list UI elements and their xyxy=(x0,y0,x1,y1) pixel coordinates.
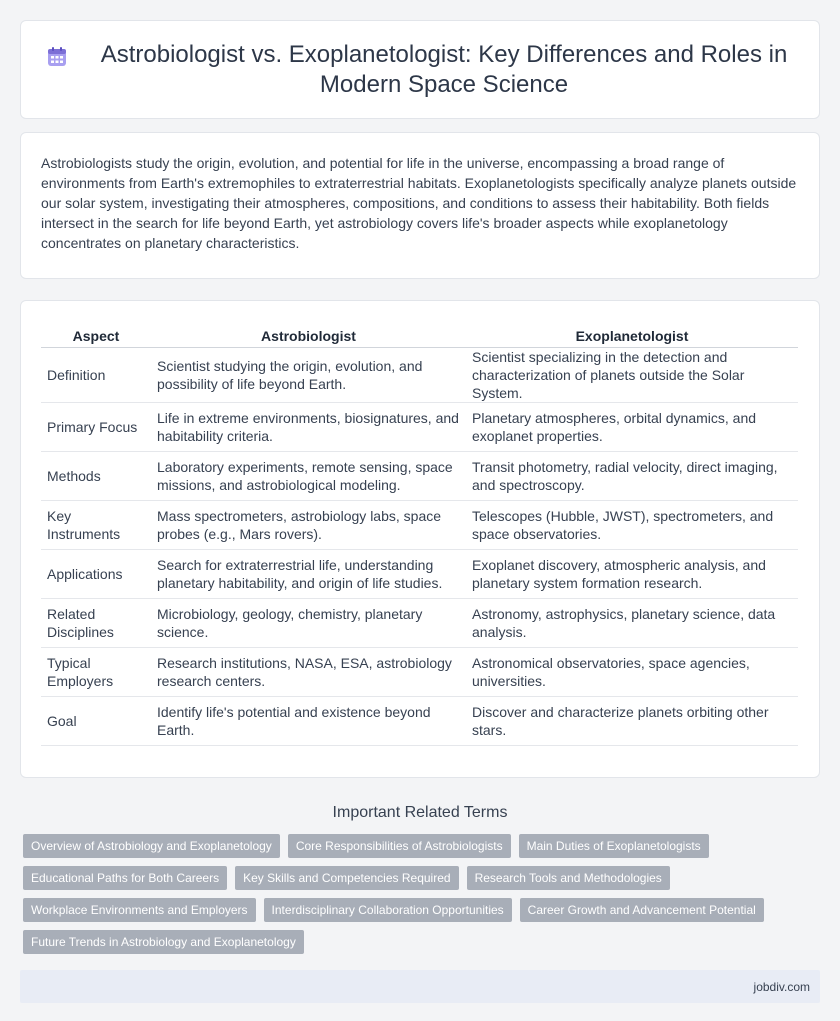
aspect-cell: Key Instruments xyxy=(41,500,151,549)
table-row xyxy=(41,598,798,647)
related-term-tag[interactable]: Interdisciplinary Collaboration Opportunities xyxy=(264,898,512,922)
related-term-tag[interactable]: Overview of Astrobiology and Exoplanetology xyxy=(23,834,280,858)
astrobiologist-cell: Mass spectrometers, astrobiology labs, space probes (e.g., Mars rovers). xyxy=(151,500,466,549)
aspect-cell: Definition xyxy=(41,347,151,402)
exoplanetologist-cell: Astronomy, astrophysics, planetary science, data analysis. xyxy=(466,598,798,647)
astrobiologist-cell: Laboratory experiments, remote sensing, space missions, and astrobiological modeling. xyxy=(151,451,466,500)
astrobiologist-cell: Search for extraterrestrial life, understanding planetary habitability, and origin of life studies. xyxy=(151,549,466,598)
footer xyxy=(20,970,820,1003)
related-term-tag[interactable]: Core Responsibilities of Astrobiologists xyxy=(288,834,511,858)
related-term-tag[interactable]: Research Tools and Methodologies xyxy=(467,866,670,890)
astrobiologist-cell: Research institutions, NASA, ESA, astrobiology research centers. xyxy=(151,647,466,696)
related-term-tag[interactable]: Main Duties of Exoplanetologists xyxy=(519,834,709,858)
exoplanetologist-cell: Scientist specializing in the detection and characterization of planets outside the Solar System. xyxy=(466,347,798,402)
table-header-row xyxy=(41,321,798,347)
header-card xyxy=(20,20,820,119)
related-terms-title: Important Related Terms xyxy=(332,804,508,821)
related-term-tag[interactable]: Future Trends in Astrobiology and Exoplanetology xyxy=(23,930,304,954)
comparison-table-card xyxy=(20,300,820,778)
related-term-tag[interactable]: Key Skills and Competencies Required xyxy=(235,866,458,890)
astrobiologist-cell: Scientist studying the origin, evolution, and possibility of life beyond Earth. xyxy=(151,347,466,402)
exoplanetologist-cell: Planetary atmospheres, orbital dynamics, and exoplanet properties. xyxy=(466,402,798,451)
table-row xyxy=(41,500,798,549)
astrobiologist-cell: Microbiology, geology, chemistry, planetary science. xyxy=(151,598,466,647)
aspect-cell: Methods xyxy=(41,451,151,500)
related-term-tag[interactable]: Educational Paths for Both Careers xyxy=(23,866,227,890)
table-row xyxy=(41,647,798,696)
exoplanetologist-cell: Telescopes (Hubble, JWST), spectrometers, and space observatories. xyxy=(466,500,798,549)
header-astrobiologist: Astrobiologist xyxy=(151,321,466,347)
exoplanetologist-cell: Exoplanet discovery, atmospheric analysis, and planetary system formation research. xyxy=(466,549,798,598)
table-row xyxy=(41,347,798,402)
table-row xyxy=(41,402,798,451)
header-exoplanetologist: Exoplanetologist xyxy=(466,321,798,347)
exoplanetologist-cell: Transit photometry, radial velocity, direct imaging, and spectroscopy. xyxy=(466,451,798,500)
table-row xyxy=(41,549,798,598)
aspect-cell: Primary Focus xyxy=(41,402,151,451)
table-row xyxy=(41,451,798,500)
exoplanetologist-cell: Discover and characterize planets orbiting other stars. xyxy=(466,696,798,745)
aspect-cell: Related Disciplines xyxy=(41,598,151,647)
page-title: Astrobiologist vs. Exoplanetologist: Key Differences and Roles in Modern Space Science xyxy=(100,40,788,98)
related-term-tag[interactable]: Workplace Environments and Employers xyxy=(23,898,256,922)
header-inner xyxy=(46,40,794,100)
header-aspect: Aspect xyxy=(41,321,151,347)
table-row xyxy=(41,696,798,745)
related-term-tag[interactable]: Career Growth and Advancement Potential xyxy=(520,898,764,922)
exoplanetologist-cell: Astronomical observatories, space agencies, universities. xyxy=(466,647,798,696)
intro-paragraph: Astrobiologists study the origin, evolution, and potential for life in the universe, encompassing a broad range of environments from Earth's extremophiles to extraterrestrial habitats. Exoplanetologists specifically analyze planets outside our solar system, investigating their atmospheres, compositions, and conditions to assess their habitability. Both fields intersect in the search for life beyond Earth, yet astrobiology covers life's broader aspects while exoplanetology concentrates on planetary characteristics. xyxy=(41,155,797,251)
astrobiologist-cell: Life in extreme environments, biosignatures, and habitability criteria. xyxy=(151,402,466,451)
calendar-icon xyxy=(46,46,68,68)
aspect-cell: Goal xyxy=(41,696,151,745)
related-terms-tags xyxy=(20,834,820,954)
footer-site-link[interactable]: jobdiv.com xyxy=(753,979,810,994)
comparison-table xyxy=(41,321,798,746)
aspect-cell: Typical Employers xyxy=(41,647,151,696)
related-terms-section xyxy=(20,804,820,954)
intro-card xyxy=(20,132,820,279)
aspect-cell: Applications xyxy=(41,549,151,598)
astrobiologist-cell: Identify life's potential and existence beyond Earth. xyxy=(151,696,466,745)
